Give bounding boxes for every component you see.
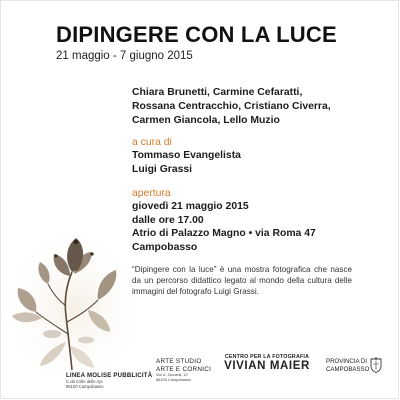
sponsor-address: Via U. Ziccardi, 12 — [156, 372, 188, 377]
sponsor-vivian-maier — [220, 354, 314, 373]
exhibition-dates: 21 maggio - 7 giugno 2015 — [56, 50, 193, 62]
curator-name: Tommaso Evangelista — [132, 150, 241, 161]
sponsor-name: ARTE STUDIO — [156, 358, 202, 365]
sponsor-address: 86100 Campobasso — [66, 384, 104, 389]
opening-date: giovedì 21 maggio 2015 — [132, 201, 249, 212]
sponsor-address: 86100 Campobasso — [156, 376, 191, 382]
artists-line: Chiara Brunetti, Carmine Cefaratti, — [132, 87, 303, 98]
exhibition-description: “Dipingere con la luce” è una mostra fotografica che nasce da un percorso didattico legato al mondo della cultura delle immagini del fotografo Luigi Grassi. — [132, 265, 352, 297]
artists-list — [132, 86, 331, 129]
sepia-leaf-photograph — [6, 230, 130, 372]
sponsor-address: C.da Colle delle Api — [66, 379, 103, 384]
artists-line: Carmen Giancola, Lello Muzio — [132, 115, 280, 127]
curator-name: Luigi Grassi — [132, 163, 193, 175]
sponsor-linea-molise — [66, 372, 152, 389]
curated-by-section — [132, 136, 241, 176]
sponsor-name: CAMPOBASSO — [326, 365, 370, 373]
sponsor-provincia — [326, 358, 369, 373]
opening-time: dalle ore 17.00 — [132, 214, 204, 226]
curated-by-label: a cura di — [132, 137, 172, 148]
opening-venue: Atrio di Palazzo Magno • via Roma 47 — [132, 228, 316, 239]
provincia-coat-of-arms-icon — [370, 357, 382, 373]
sponsor-name: ARTE E CORNICI — [156, 365, 212, 373]
opening-city: Campobasso — [132, 241, 198, 253]
artists-line: Rossana Centracchio, Cristiano Civerra, — [132, 101, 331, 113]
sponsor-arte-studio — [156, 358, 211, 382]
exhibition-title: DIPINGERE CON LA LUCE — [56, 22, 337, 47]
sponsor-name: PROVINCIA DI — [326, 358, 367, 365]
sponsor-name: CENTRO PER LA FOTOGRAFIA — [224, 354, 310, 360]
sponsor-name: LINEA MOLISE PUBBLICITÀ — [66, 372, 153, 379]
sponsor-brand: VIVIAN MAIER — [224, 360, 310, 372]
opening-label: apertura — [132, 188, 171, 199]
opening-section — [132, 187, 316, 254]
